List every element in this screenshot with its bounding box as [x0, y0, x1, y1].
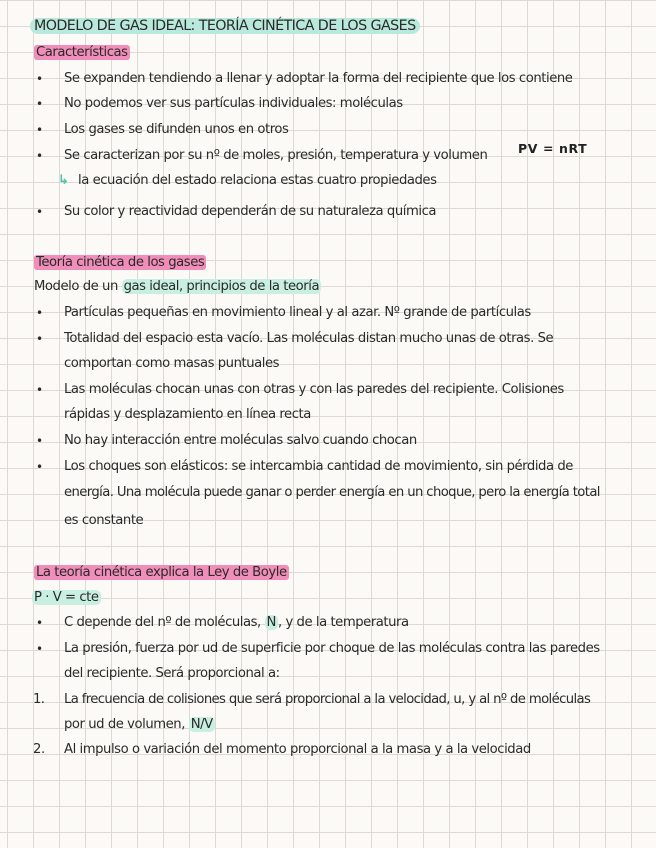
ideal-gas-formula: PV = nRT [518, 141, 588, 156]
bullet: • [36, 72, 43, 86]
notes-page: MODELO DE GAS IDEAL: TEORÍA CINÉTICA DE LOS GASES Características • Se expanden tendiendo a llenar y adoptar la forma del recipiente que los contiene • No podemos ver sus partículas individuales: moléculas • Los gases se difunden unos en otros • Se caracterizan por su nº de moles, presión, temperatura y volumen PV = nRT ↳ la ecuación del estado relaciona estas cuatro propiedades • Su color y reactividad dependerán de su naturaleza química Teoría cinética de los gases Modelo de un gas ideal, principios de la teoría • Partículas pequeñas en movimiento lineal y al azar. Nº grande de partículas • Totalidad del espacio esta vacío. Las moléculas distan mucho unas de otras. Se comportan como masas puntuales • Las moléculas chocan unas con otras y con las paredes del recipiente. Colisiones rápidas y desplazamiento en línea recta • No hay interacción entre moléculas salvo cuando chocan • Los choques son elásticos: se intercambia cantidad de movimiento, sin pérdida de energía. Una molécula puede ganar o perder energía en un choque, pero la energía total es constante La teoría cinética explica la Ley de Boyle P · V = cte • C depende del nº de moléculas, N , y de la temperatura • La presión, fuerza por ud de superficie por choque de las moléculas contra las paredes del recipiente. Será proporcional a: 1. La frecuencia de colisiones que será proporcional a la velocidad, u, y al nº de moléculas por ud de volumen, N/V 2. Al impulso o variación del momento proporcional a la masa y a la velocidad [0, 0, 656, 848]
bullet: • [36, 383, 43, 397]
page-title: MODELO DE GAS IDEAL: TEORÍA CINÉTICA DE LOS GASES [30, 17, 420, 35]
bullet: • [36, 149, 43, 163]
bullet: • [36, 306, 43, 320]
heading-caracteristicas: Características [36, 45, 128, 60]
boyle-formula: P · V = cte [34, 590, 99, 605]
bullet: • [36, 434, 43, 448]
bullet: • [36, 460, 43, 474]
bullet: • [36, 332, 43, 346]
bullet: • [36, 642, 43, 656]
bullet: • [36, 205, 43, 219]
bullet: • [36, 616, 43, 630]
bullet: • [36, 97, 43, 111]
teoria-subtitle: Modelo de un gas ideal, principios de la teoría [34, 279, 320, 294]
heading-teoria-cinetica: Teoría cinética de los gases [36, 255, 205, 270]
bullet: • [36, 123, 43, 137]
heading-ley-boyle: La teoría cinética explica la Ley de Boyle [36, 565, 287, 580]
arrow-return-icon: ↳ [58, 173, 69, 188]
